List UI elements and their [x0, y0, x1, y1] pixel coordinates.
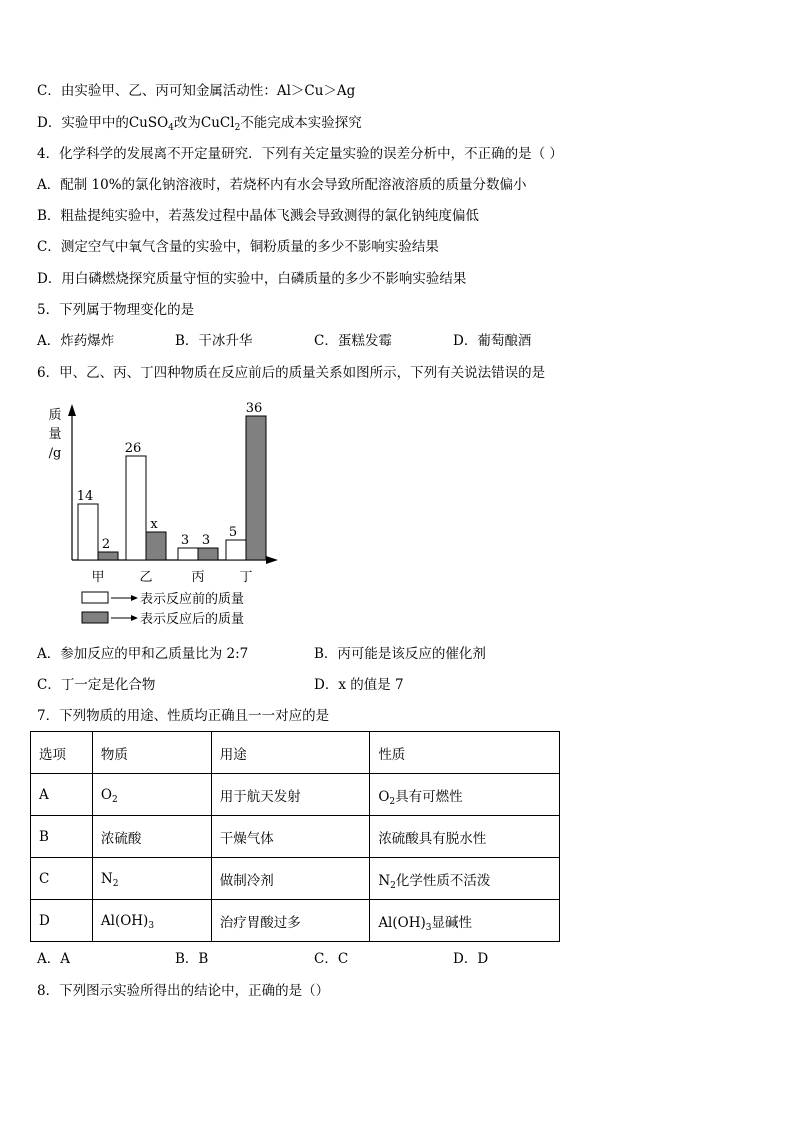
cell-use: 干燥气体	[211, 816, 370, 858]
legend-label: 表示反应前的质量	[140, 592, 245, 607]
cell-substance-subscript: 2	[112, 878, 119, 889]
cell-substance	[92, 774, 211, 816]
data-label-after: 2	[101, 537, 111, 552]
q7-option-c: C．C	[314, 951, 349, 967]
cell-substance-text: Al(OH)	[100, 912, 149, 929]
q7-option-d: D．D	[453, 951, 489, 967]
x-tick-label: 丙	[191, 570, 205, 585]
cell-property-text: 显碱性	[431, 914, 472, 931]
cell-property-formula: N	[378, 872, 391, 889]
table-row	[31, 816, 560, 858]
q6-option-c: C．丁一定是化合物	[37, 677, 156, 693]
cell-property	[370, 858, 560, 900]
header-cell-option: 选项	[31, 732, 93, 774]
bar-before	[226, 540, 246, 560]
q5-option-b: B．干冰升华	[175, 333, 253, 349]
y-axis-label: 质	[48, 408, 62, 423]
q4-option-b: B．粗盐提纯实验中，若蒸发过程中晶体飞溅会导致测得的氯化钠纯度偏低	[37, 208, 479, 224]
cell-property	[370, 774, 560, 816]
q3-option-d-middle: 改为	[173, 115, 201, 131]
q4-stem: 4．化学科学的发展离不开定量研究．下列有关定量实验的误差分析中，不正确的是（ ）	[37, 146, 563, 162]
y-axis-label: /g	[48, 446, 62, 461]
q5-option-a: A．炸药爆炸	[37, 333, 115, 349]
table-row	[31, 774, 560, 816]
legend-swatch	[82, 592, 108, 603]
y-axis-arrow	[68, 404, 76, 416]
bar-before	[178, 548, 198, 560]
data-label-after: x	[150, 517, 158, 532]
cell-property-subscript: 2	[389, 796, 396, 807]
header-cell-property: 性质	[370, 732, 560, 774]
chart-legend	[82, 591, 244, 627]
table-row	[31, 900, 560, 942]
formula-cucl2: CuCl	[200, 115, 235, 131]
cell-property-subscript: 3	[425, 922, 432, 933]
data-label-before: 3	[180, 533, 190, 548]
legend-swatch	[82, 612, 108, 623]
q5-option-c: C．蛋糕发霉	[314, 333, 392, 349]
formula-cuso4-subscript: 4	[168, 123, 174, 133]
q7-stem: 7．下列物质的用途、性质均正确且一一对应的是	[37, 708, 330, 724]
legend-arrow-head	[131, 595, 138, 601]
legend-label: 表示反应后的质量	[140, 612, 245, 627]
bar-before	[126, 456, 146, 560]
data-label-before: 14	[76, 489, 94, 504]
cell-use: 用于航天发射	[211, 774, 370, 816]
bar-after	[146, 532, 166, 560]
bar-after	[246, 416, 266, 560]
bar-before	[78, 504, 98, 560]
cell-use: 做制冷剂	[211, 858, 370, 900]
cell-property-text: 化学性质不活泼	[395, 872, 491, 889]
y-axis-label: 量	[48, 427, 62, 442]
q6-option-d: D．x 的值是 7	[314, 677, 404, 693]
legend-arrow-head	[131, 615, 138, 621]
cell-substance-text: O	[100, 786, 112, 803]
cell-property-formula: Al(OH)	[378, 914, 426, 931]
x-tick-label: 甲	[91, 570, 105, 585]
cell-property-formula: 浓硫酸具有脱水性	[378, 830, 487, 847]
header-cell-use: 用途	[211, 732, 370, 774]
cell-substance	[92, 858, 211, 900]
formula-cuso4: CuSO	[128, 115, 169, 131]
q6-option-a: A．参加反应的甲和乙质量比为 2:7	[37, 646, 249, 662]
q6-stem: 6．甲、乙、丙、丁四种物质在反应前后的质量关系如图所示，下列有关说法错误的是	[37, 365, 546, 381]
cell-substance-subscript: 3	[148, 920, 155, 931]
cell-substance	[92, 900, 211, 942]
data-label-before: 26	[124, 441, 142, 456]
q7-option-b: B．B	[175, 951, 209, 967]
q8-stem: 8．下列图示实验所得出的结论中，正确的是（）	[37, 983, 330, 999]
q5-option-d: D．葡萄酿酒	[453, 333, 532, 349]
cell-property-subscript: 2	[390, 880, 396, 891]
q7-option-a: A．A	[37, 951, 70, 967]
q4-option-a: A．配制 10%的氯化钠溶液时，若烧杯内有水会导致所配溶液溶质的质量分数偏小	[37, 177, 527, 193]
cell-property	[370, 900, 560, 942]
formula-cucl2-subscript: 2	[234, 123, 241, 133]
q3-option-d	[37, 114, 362, 132]
cell-option: B	[31, 816, 93, 858]
cell-property	[370, 816, 560, 858]
table-row	[31, 858, 560, 900]
mass-bar-chart	[40, 400, 300, 632]
cell-property-text: 具有可燃性	[395, 788, 463, 805]
cell-use: 治疗胃酸过多	[211, 900, 370, 942]
q4-option-c: C．测定空气中氧气含量的实验中，铜粉质量的多少不影响实验结果	[37, 239, 439, 255]
x-tick-label: 乙	[139, 570, 153, 585]
cell-substance-text: N	[100, 870, 113, 887]
q6-option-b: B．丙可能是该反应的催化剂	[314, 646, 486, 662]
cell-option: C	[31, 858, 93, 900]
x-axis-arrow	[266, 556, 278, 564]
table-header-row	[31, 732, 560, 774]
header-cell-substance: 物质	[92, 732, 211, 774]
bar-after	[98, 552, 118, 560]
x-tick-label: 丁	[239, 570, 253, 585]
q7-table	[30, 731, 560, 942]
data-label-before: 5	[228, 525, 238, 540]
bar-after	[198, 548, 218, 560]
q4-option-d: D．用白磷燃烧探究质量守恒的实验中，白磷质量的多少不影响实验结果	[37, 271, 467, 287]
cell-option: D	[31, 900, 93, 942]
q3-option-c: C．由实验甲、乙、丙可知金属活动性：Al＞Cu＞Ag	[37, 83, 356, 99]
q3-option-d-suffix: 不能完成本实验探究	[240, 115, 362, 131]
q3-option-d-prefix: D．实验甲中的	[37, 115, 129, 131]
data-label-after: 36	[245, 401, 263, 416]
cell-substance-subscript: 2	[111, 794, 118, 805]
cell-option: A	[31, 774, 93, 816]
data-label-after: 3	[201, 533, 211, 548]
cell-substance	[92, 816, 211, 858]
cell-substance-text: 浓硫酸	[100, 830, 142, 847]
q5-stem: 5．下列属于物理变化的是	[37, 302, 195, 318]
cell-property-formula: O	[378, 788, 390, 805]
